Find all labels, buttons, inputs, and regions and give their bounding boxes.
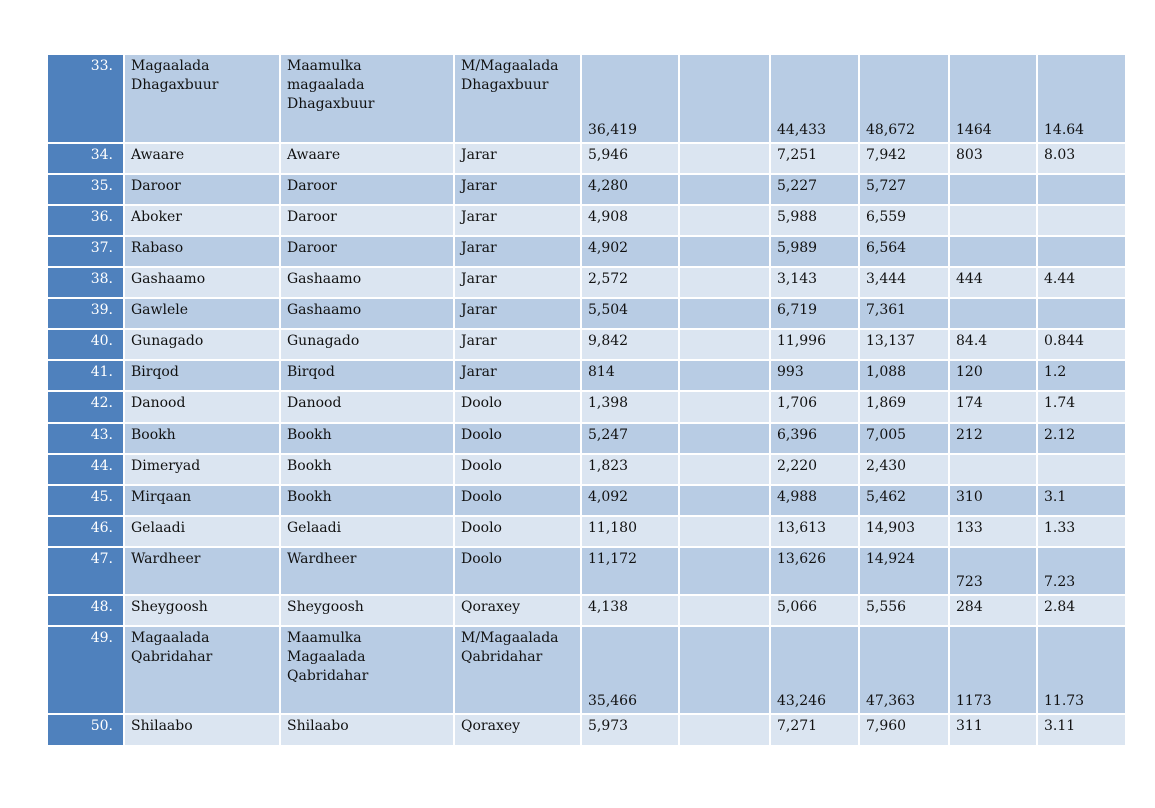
town-name-line: Bookh [131,427,176,443]
administration [280,595,454,626]
zone-line: Doolo [461,395,502,411]
town-name-line: Awaare [131,147,185,163]
value-v3: 11,996 [770,329,859,360]
row-number: 38. [48,267,124,298]
value-v2 [679,298,770,329]
administration [280,174,454,205]
town-name-line: Mirqaan [131,489,192,505]
town-name [124,595,280,626]
row-number: 33. [48,55,124,143]
row-number: 47. [48,547,124,595]
value-v4: 7,942 [859,143,949,174]
zone-line: Doolo [461,458,502,474]
town-name-line: Magaalada [131,58,210,74]
administration-line: Gunagado [287,333,360,349]
town-name-line: Sheygoosh [131,599,208,615]
value-v3: 5,988 [770,205,859,236]
value-v1: 5,247 [581,423,679,454]
administration [280,205,454,236]
table-row [48,143,1126,174]
row-number: 42. [48,391,124,423]
town-name-line: Aboker [131,209,182,225]
value-v3: 6,719 [770,298,859,329]
value-v3: 5,227 [770,174,859,205]
administration [280,391,454,423]
value-v3: 4,988 [770,485,859,516]
population-table [48,55,1127,747]
value-v4: 6,559 [859,205,949,236]
value-v1: 5,973 [581,714,679,746]
value-v1: 11,180 [581,516,679,547]
zone-line: Qoraxey [461,599,521,615]
value-v6: 1.33 [1037,516,1126,547]
row-number: 39. [48,298,124,329]
value-v5: 310 [949,485,1037,516]
value-v2 [679,547,770,595]
value-v3: 44,433 [770,55,859,143]
table-body [48,55,1126,746]
zone [454,360,581,391]
table-row [48,298,1126,329]
value-v5: 174 [949,391,1037,423]
zone [454,267,581,298]
zone-line: Doolo [461,427,502,443]
row-number: 41. [48,360,124,391]
zone [454,485,581,516]
value-v2 [679,714,770,746]
value-v3: 1,706 [770,391,859,423]
administration-line: Maamulka [287,630,362,646]
zone-line: Qabridahar [461,649,543,665]
value-v6: 0.844 [1037,329,1126,360]
value-v4: 13,137 [859,329,949,360]
administration-line: Birqod [287,364,335,380]
town-name [124,391,280,423]
row-number: 36. [48,205,124,236]
value-v1: 4,280 [581,174,679,205]
value-v4: 5,556 [859,595,949,626]
administration-line: Bookh [287,489,332,505]
value-v6 [1037,174,1126,205]
administration [280,267,454,298]
value-v4: 1,869 [859,391,949,423]
town-name [124,626,280,714]
administration-line: Magaalada [287,649,366,665]
administration [280,714,454,746]
value-v5: 803 [949,143,1037,174]
value-v3: 7,251 [770,143,859,174]
value-v1: 1,823 [581,454,679,485]
town-name-line: Wardheer [131,551,201,567]
administration-line: Gelaadi [287,520,342,536]
zone [454,298,581,329]
value-v6: 2.12 [1037,423,1126,454]
zone-line: Qoraxey [461,718,521,734]
administration-line: Qabridahar [287,668,369,684]
row-number: 46. [48,516,124,547]
value-v3: 13,613 [770,516,859,547]
table-row [48,391,1126,423]
town-name-line: Dhagaxbuur [131,77,219,93]
table-row [48,174,1126,205]
town-name [124,267,280,298]
table-row [48,547,1126,595]
value-v4: 2,430 [859,454,949,485]
value-v1: 36,419 [581,55,679,143]
value-v2 [679,626,770,714]
zone [454,143,581,174]
value-v1: 11,172 [581,547,679,595]
zone-line: M/Magaalada [461,58,559,74]
value-v6: 2.84 [1037,595,1126,626]
value-v1: 5,946 [581,143,679,174]
value-v4: 6,564 [859,236,949,267]
town-name-line: Dimeryad [131,458,201,474]
zone-line: Doolo [461,520,502,536]
administration-line: Danood [287,395,342,411]
administration [280,516,454,547]
administration [280,329,454,360]
value-v4: 5,727 [859,174,949,205]
table-row [48,595,1126,626]
value-v5: 212 [949,423,1037,454]
value-v3: 7,271 [770,714,859,746]
administration [280,485,454,516]
value-v5: 133 [949,516,1037,547]
town-name-line: Shilaabo [131,718,193,734]
value-v2 [679,391,770,423]
value-v6: 4.44 [1037,267,1126,298]
administration-line: Awaare [287,147,341,163]
town-name [124,516,280,547]
town-name-line: Gelaadi [131,520,186,536]
town-name-line: Qabridahar [131,649,213,665]
value-v1: 4,092 [581,485,679,516]
zone [454,547,581,595]
administration-line: Bookh [287,427,332,443]
administration [280,298,454,329]
value-v3: 5,989 [770,236,859,267]
zone-line: Jarar [461,333,497,349]
zone-line: Jarar [461,178,497,194]
town-name-line: Daroor [131,178,181,194]
town-name [124,329,280,360]
administration [280,360,454,391]
value-v5: 284 [949,595,1037,626]
value-v2 [679,454,770,485]
zone [454,423,581,454]
administration-line: Dhagaxbuur [287,96,375,112]
row-number: 45. [48,485,124,516]
value-v4: 7,361 [859,298,949,329]
zone [454,236,581,267]
zone-line: M/Magaalada [461,630,559,646]
value-v1: 4,902 [581,236,679,267]
administration-line: Shilaabo [287,718,349,734]
zone [454,516,581,547]
value-v2 [679,329,770,360]
value-v1: 9,842 [581,329,679,360]
row-number: 37. [48,236,124,267]
administration-line: Gashaamo [287,302,362,318]
town-name-line: Birqod [131,364,179,380]
zone [454,55,581,143]
value-v2 [679,516,770,547]
town-name-line: Danood [131,395,186,411]
table-row [48,485,1126,516]
value-v4: 3,444 [859,267,949,298]
town-name [124,143,280,174]
table-row [48,329,1126,360]
administration [280,547,454,595]
value-v1: 2,572 [581,267,679,298]
value-v2 [679,485,770,516]
administration [280,236,454,267]
zone [454,626,581,714]
administration-line: magaalada [287,77,365,93]
value-v3: 43,246 [770,626,859,714]
value-v2 [679,423,770,454]
administration-line: Maamulka [287,58,362,74]
value-v4: 7,960 [859,714,949,746]
zone-line: Jarar [461,209,497,225]
table-row [48,205,1126,236]
value-v5: 444 [949,267,1037,298]
value-v6: 3.11 [1037,714,1126,746]
value-v5 [949,236,1037,267]
value-v5: 1464 [949,55,1037,143]
table-row [48,55,1126,143]
value-v5: 84.4 [949,329,1037,360]
table-row [48,714,1126,746]
zone [454,329,581,360]
row-number: 40. [48,329,124,360]
zone-line: Jarar [461,147,497,163]
value-v5 [949,454,1037,485]
town-name [124,236,280,267]
value-v2 [679,360,770,391]
value-v1: 1,398 [581,391,679,423]
value-v1: 4,138 [581,595,679,626]
value-v4: 14,903 [859,516,949,547]
value-v4: 48,672 [859,55,949,143]
row-number: 50. [48,714,124,746]
row-number: 49. [48,626,124,714]
value-v5: 120 [949,360,1037,391]
value-v6: 14.64 [1037,55,1126,143]
zone-line: Doolo [461,551,502,567]
value-v2 [679,174,770,205]
value-v6: 8.03 [1037,143,1126,174]
value-v5 [949,174,1037,205]
value-v3: 993 [770,360,859,391]
town-name-line: Gashaamo [131,271,206,287]
town-name [124,298,280,329]
value-v4: 7,005 [859,423,949,454]
value-v5 [949,298,1037,329]
town-name [124,547,280,595]
value-v2 [679,595,770,626]
value-v2 [679,143,770,174]
town-name-line: Gunagado [131,333,204,349]
zone [454,391,581,423]
row-number: 44. [48,454,124,485]
row-number: 48. [48,595,124,626]
zone [454,595,581,626]
administration-line: Gashaamo [287,271,362,287]
value-v4: 14,924 [859,547,949,595]
administration [280,626,454,714]
value-v1: 4,908 [581,205,679,236]
zone [454,205,581,236]
zone-line: Doolo [461,489,502,505]
administration-line: Wardheer [287,551,357,567]
value-v5: 723 [949,547,1037,595]
town-name-line: Gawlele [131,302,189,318]
administration-line: Bookh [287,458,332,474]
value-v6 [1037,454,1126,485]
administration-line: Sheygoosh [287,599,364,615]
value-v1: 35,466 [581,626,679,714]
town-name [124,714,280,746]
value-v6: 1.74 [1037,391,1126,423]
table-row [48,454,1126,485]
town-name [124,55,280,143]
administration [280,143,454,174]
value-v3: 13,626 [770,547,859,595]
value-v6: 7.23 [1037,547,1126,595]
town-name-line: Rabaso [131,240,184,256]
zone-line: Jarar [461,364,497,380]
value-v2 [679,205,770,236]
town-name [124,454,280,485]
table-row [48,626,1126,714]
value-v3: 5,066 [770,595,859,626]
zone-line: Jarar [461,271,497,287]
row-number: 43. [48,423,124,454]
table-row [48,423,1126,454]
town-name [124,205,280,236]
zone [454,454,581,485]
value-v4: 47,363 [859,626,949,714]
value-v6: 3.1 [1037,485,1126,516]
table-row [48,236,1126,267]
administration-line: Daroor [287,240,337,256]
value-v5 [949,205,1037,236]
table-row [48,516,1126,547]
value-v5: 1173 [949,626,1037,714]
town-name [124,423,280,454]
town-name [124,174,280,205]
table-row [48,267,1126,298]
value-v1: 814 [581,360,679,391]
value-v3: 3,143 [770,267,859,298]
zone-line: Dhagaxbuur [461,77,549,93]
value-v2 [679,267,770,298]
value-v6: 1.2 [1037,360,1126,391]
row-number: 35. [48,174,124,205]
zone [454,174,581,205]
zone-line: Jarar [461,302,497,318]
table-row [48,360,1126,391]
administration-line: Daroor [287,209,337,225]
value-v5: 311 [949,714,1037,746]
value-v6 [1037,236,1126,267]
town-name-line: Magaalada [131,630,210,646]
value-v6 [1037,298,1126,329]
value-v2 [679,236,770,267]
value-v6 [1037,205,1126,236]
value-v6: 11.73 [1037,626,1126,714]
value-v1: 5,504 [581,298,679,329]
zone-line: Jarar [461,240,497,256]
value-v3: 2,220 [770,454,859,485]
administration [280,423,454,454]
administration-line: Daroor [287,178,337,194]
row-number: 34. [48,143,124,174]
town-name [124,485,280,516]
town-name [124,360,280,391]
administration [280,55,454,143]
administration [280,454,454,485]
value-v3: 6,396 [770,423,859,454]
value-v2 [679,55,770,143]
zone [454,714,581,746]
value-v4: 5,462 [859,485,949,516]
value-v4: 1,088 [859,360,949,391]
